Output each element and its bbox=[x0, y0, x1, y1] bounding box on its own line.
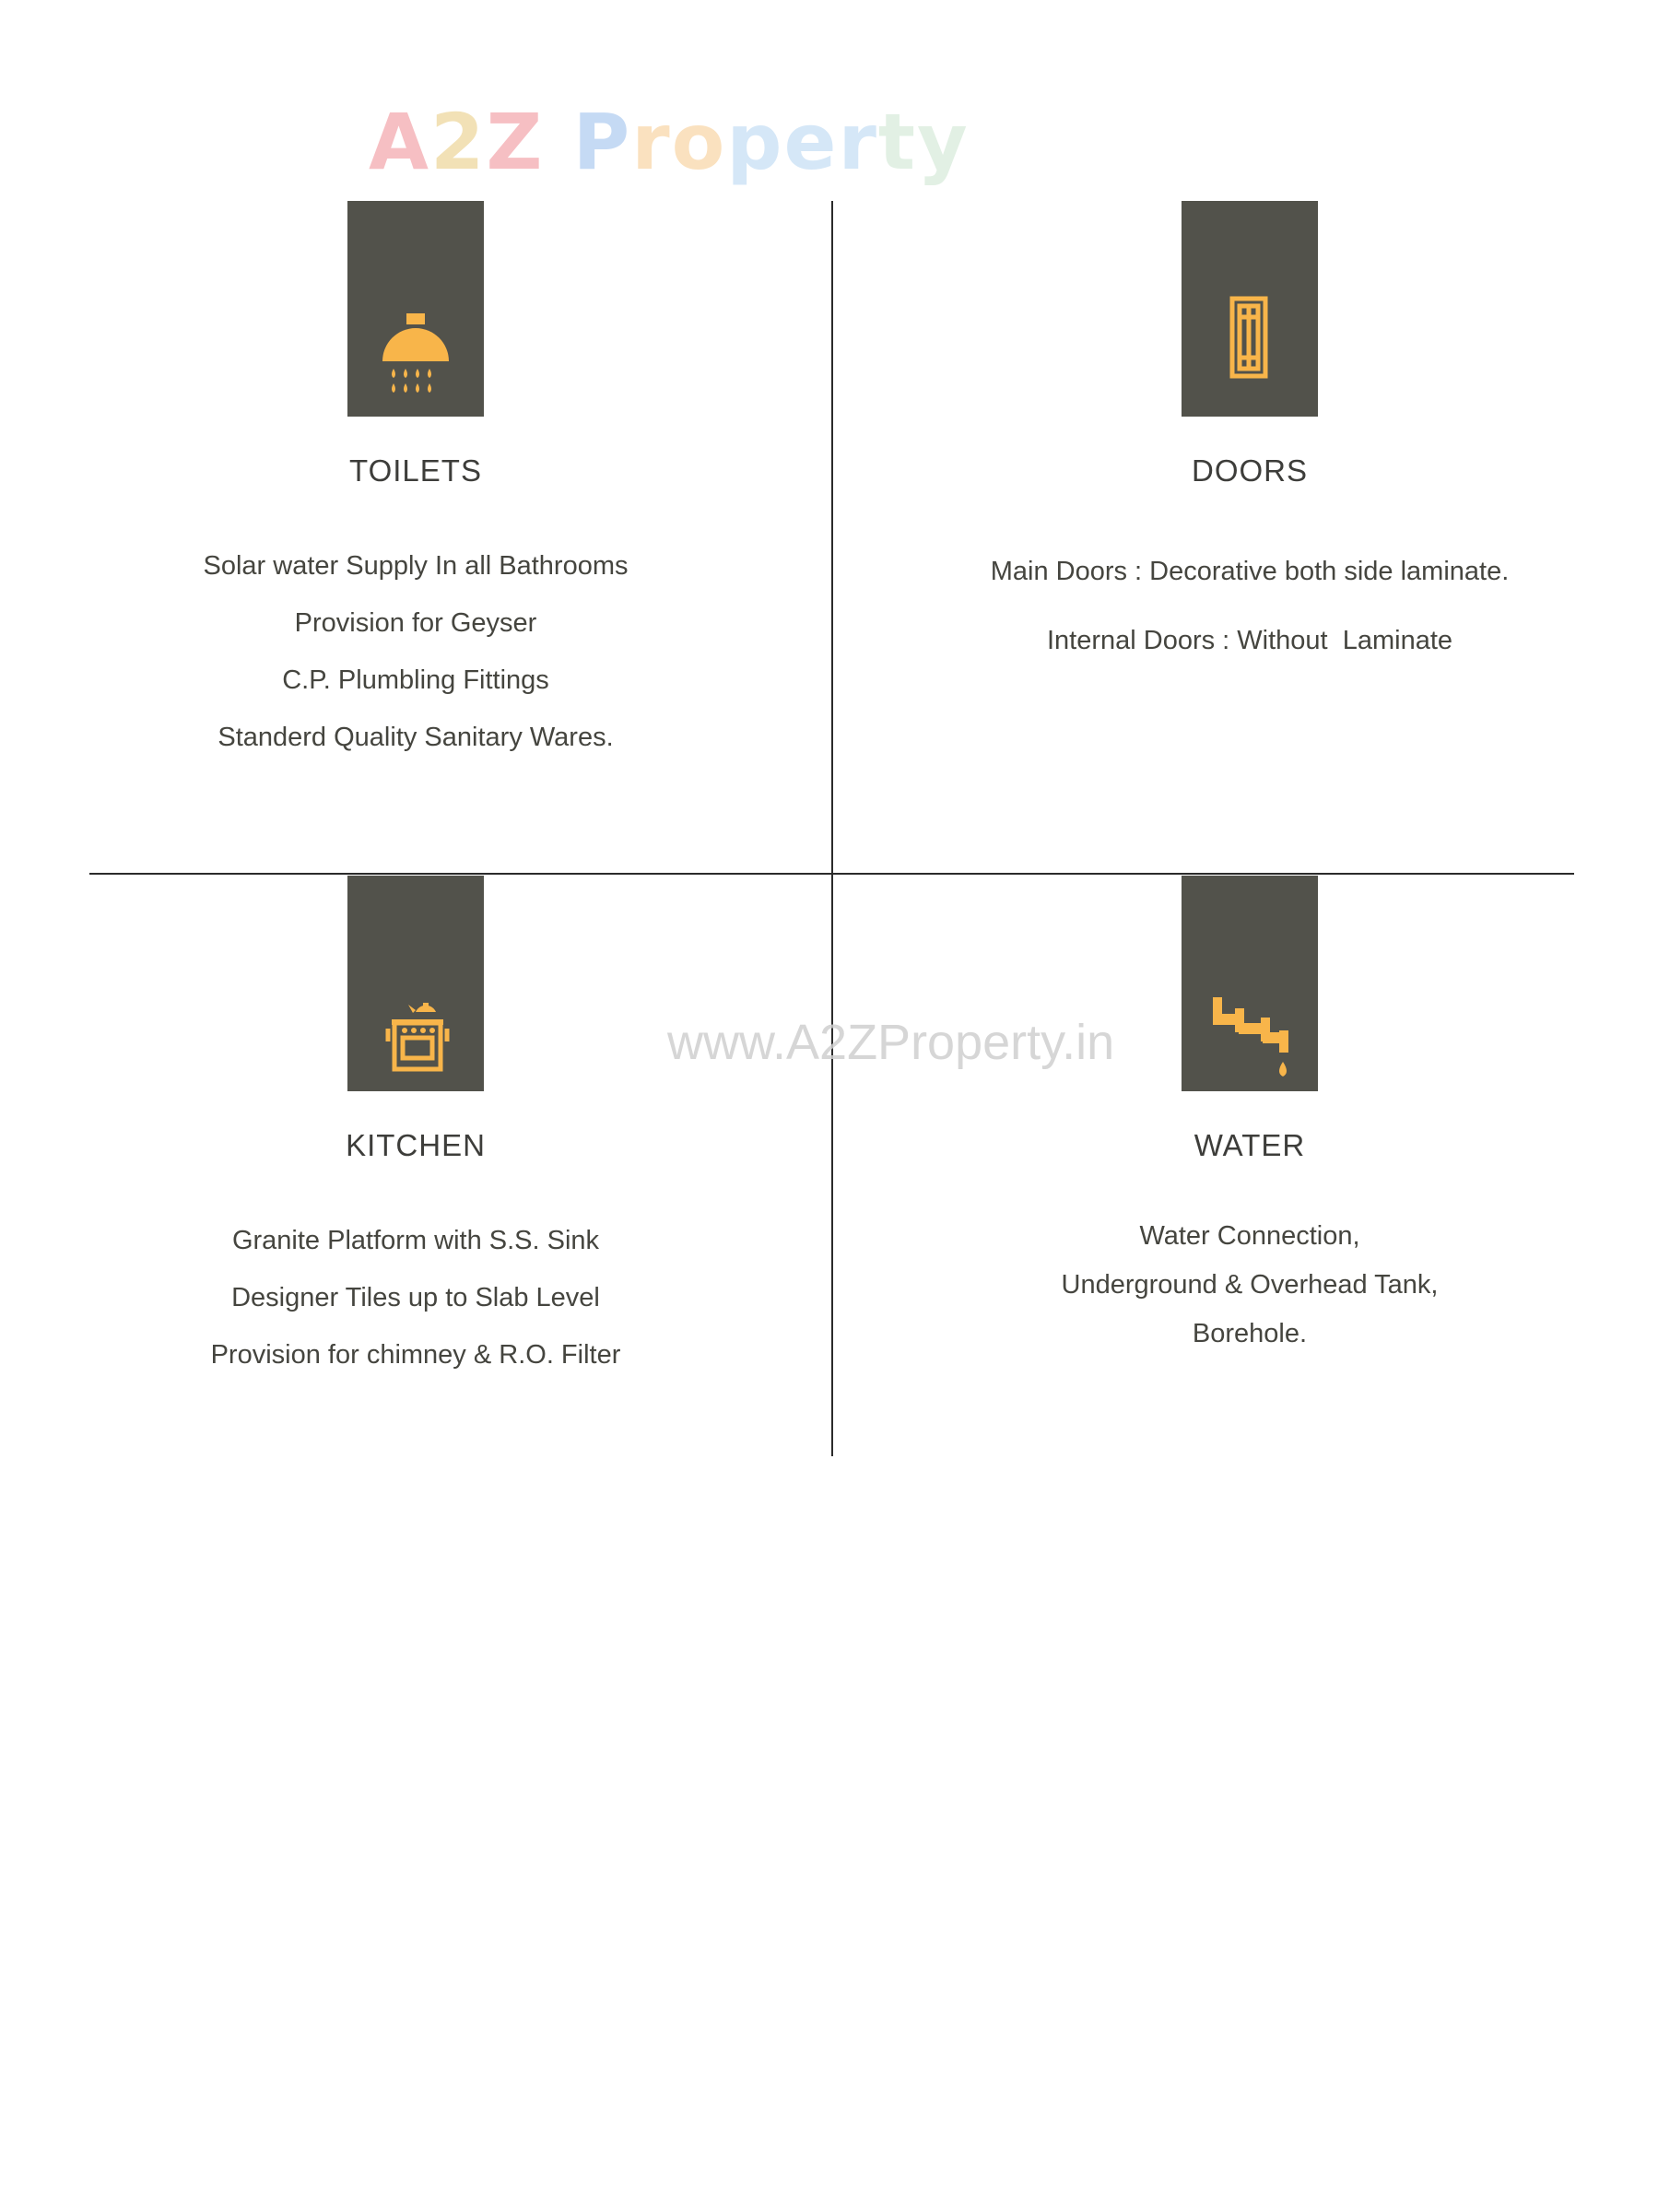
section-toilets bbox=[93, 201, 738, 766]
section-items bbox=[927, 1212, 1572, 1359]
logo-letter: Z bbox=[486, 97, 545, 187]
list-item: Underground & Overhead Tank, bbox=[1061, 1270, 1439, 1300]
section-kitchen bbox=[93, 876, 738, 1383]
section-items bbox=[927, 537, 1572, 676]
list-item: Standerd Quality Sanitary Wares. bbox=[218, 723, 614, 752]
horizontal-divider bbox=[89, 873, 1574, 875]
shower-icon bbox=[347, 201, 484, 417]
pipe-tap-icon bbox=[1182, 876, 1318, 1091]
list-item: Borehole. bbox=[1192, 1319, 1308, 1348]
logo-letter: 2 bbox=[430, 97, 487, 187]
list-item: Main Doors : Decorative both side laminate. bbox=[990, 557, 1510, 586]
door-icon bbox=[1182, 201, 1318, 417]
doors-icon-tile bbox=[1182, 201, 1318, 417]
water-icon-tile bbox=[1182, 876, 1318, 1091]
section-heading: DOORS bbox=[1191, 453, 1308, 488]
list-item: Internal Doors : Without Laminate bbox=[1046, 626, 1453, 655]
kitchen-icon-tile bbox=[347, 876, 484, 1091]
section-heading: TOILETS bbox=[349, 453, 482, 488]
list-item: Provision for chimney & R.O. Filter bbox=[210, 1340, 621, 1370]
a2z-property-logo-watermark bbox=[369, 97, 970, 187]
logo-letter: A bbox=[369, 97, 431, 187]
list-item: Solar water Supply In all Bathrooms bbox=[203, 551, 629, 581]
list-item: Granite Platform with S.S. Sink bbox=[231, 1226, 600, 1255]
vertical-divider bbox=[831, 201, 833, 1456]
list-item: Provision for Geyser bbox=[294, 608, 537, 638]
section-doors bbox=[927, 201, 1572, 676]
section-items bbox=[93, 537, 738, 766]
list-item: Water Connection, bbox=[1139, 1221, 1360, 1251]
toilets-icon-tile bbox=[347, 201, 484, 417]
logo-letter: per bbox=[726, 97, 878, 187]
list-item: Designer Tiles up to Slab Level bbox=[231, 1283, 600, 1312]
logo-letter: P bbox=[544, 97, 632, 187]
section-water bbox=[927, 876, 1572, 1359]
section-items bbox=[93, 1212, 738, 1383]
section-heading: WATER bbox=[1194, 1128, 1306, 1162]
list-item: C.P. Plumbling Fittings bbox=[282, 665, 549, 695]
stove-kettle-icon bbox=[347, 876, 484, 1091]
logo-letter: ty bbox=[877, 97, 970, 187]
logo-letter: ro bbox=[631, 97, 727, 187]
url-watermark: www.A2ZProperty.in bbox=[667, 1015, 1115, 1070]
section-heading: KITCHEN bbox=[346, 1128, 486, 1162]
